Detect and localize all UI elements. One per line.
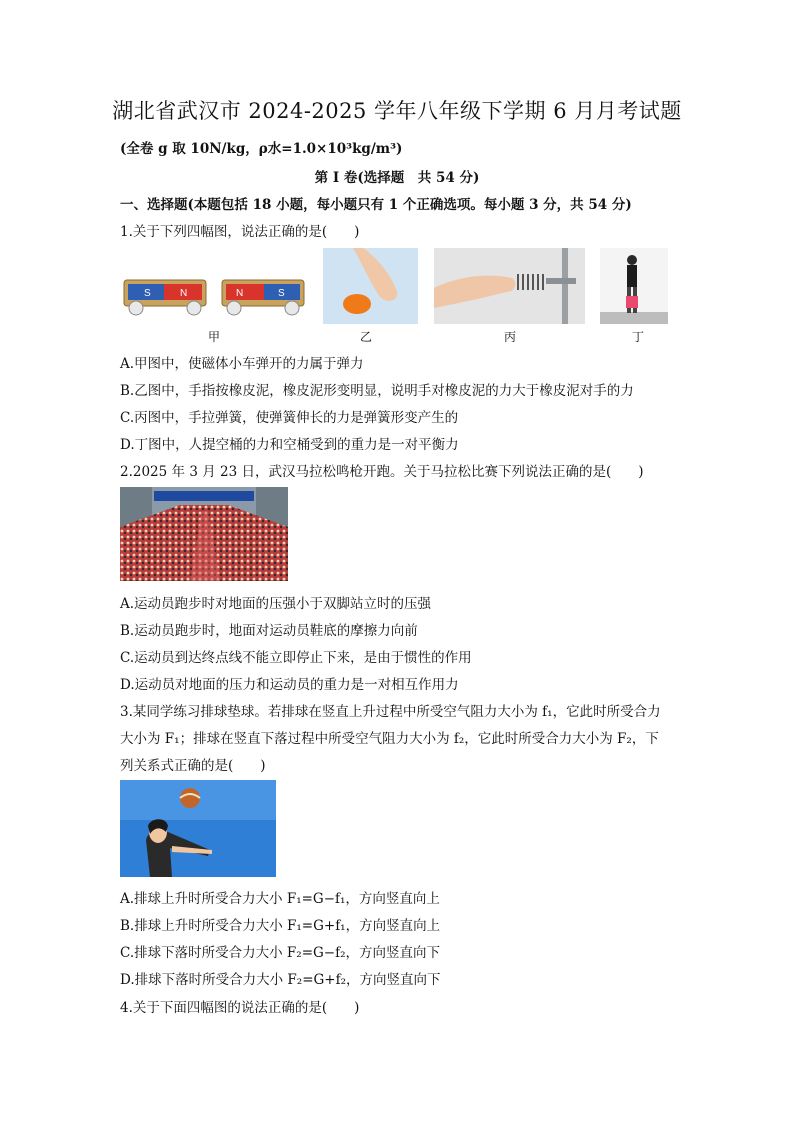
q4-stem: 4.关于下面四幅图的说法正确的是( ) [120,1000,360,1016]
magnet-pole-label: N [180,288,188,299]
figure-magnet-cars [118,270,314,320]
caption-jia: 甲 [207,330,220,344]
figure-finger-clay [323,248,418,324]
q1-option-c: C.丙图中，手拉弹簧，使弹簧伸长的力是弹簧形变产生的 [120,410,459,426]
page-title: 湖北省武汉市 2024-2025 学年八年级下学期 6 月月考试题 [112,99,682,123]
figure-person-bucket [600,248,668,324]
q2-option-c: C.运动员到达终点线不能立即停止下来，是由于惯性的作用 [120,650,472,666]
q2-option-d: D.运动员对地面的压力和运动员的重力是一对相互作用力 [120,677,459,693]
q3-option-b: B.排球上升时所受合力大小 F₁=G+f₁，方向竖直向上 [120,918,441,934]
q2-option-b: B.运动员跑步时，地面对运动员鞋底的摩擦力向前 [120,623,418,639]
q3-option-d: D.排球下落时所受合力大小 F₂=G+f₂，方向竖直向下 [120,972,441,988]
q3-option-a: A.排球上升时所受合力大小 F₁=G−f₁，方向竖直向上 [120,891,440,907]
magnet-pole-label: N [236,288,244,299]
magnet-pole-label: S [278,288,285,299]
q3-stem-line1: 3.某同学练习排球垫球。若排球在竖直上升过程中所受空气阻力大小为 f₁，它此时所受合力 [120,704,661,720]
figure-hand-spring [434,248,585,324]
caption-ding: 丁 [631,330,644,344]
magnet-pole-label: S [144,288,151,299]
section-title: 第 I 卷(选择题 共 54 分) [314,170,480,186]
figure-volleyball-player [120,780,276,877]
q3-stem-line3: 列关系式正确的是( ) [120,758,266,774]
q1-option-d: D.丁图中，人提空桶的力和空桶受到的重力是一对平衡力 [120,437,459,453]
q3-option-c: C.排球下落时所受合力大小 F₂=G−f₂，方向竖直向下 [120,945,441,961]
constants-note: (全卷 g 取 10N/kg，ρ水=1.0×10³kg/m³) [120,141,403,157]
q2-option-a: A.运动员跑步时对地面的压强小于双脚站立时的压强 [120,596,432,612]
q1-option-a: A.甲图中，使磁体小车弹开的力属于弹力 [120,356,364,372]
figure-marathon-crowd [120,487,288,581]
q1-stem: 1.关于下列四幅图，说法正确的是( ) [120,224,360,240]
q1-option-b: B.乙图中，手指按橡皮泥，橡皮泥形变明显，说明手对橡皮泥的力大于橡皮泥对手的力 [120,383,634,399]
magnet-car-left [124,280,206,315]
caption-bing: 丙 [503,330,516,344]
caption-yi: 乙 [359,330,372,344]
q2-stem: 2.2025 年 3 月 23 日，武汉马拉松鸣枪开跑。关于马拉松比赛下列说法正确的是( ) [120,464,644,480]
magnet-car-right [222,280,304,315]
part1-heading: 一、选择题(本题包括 18 小题，每小题只有 1 个正确选项。每小题 3 分，共 54 分) [120,197,632,213]
q3-stem-line2: 大小为 F₁；排球在竖直下落过程中所受空气阻力大小为 f₂，它此时所受合力大小为 F₂，下 [120,731,659,747]
